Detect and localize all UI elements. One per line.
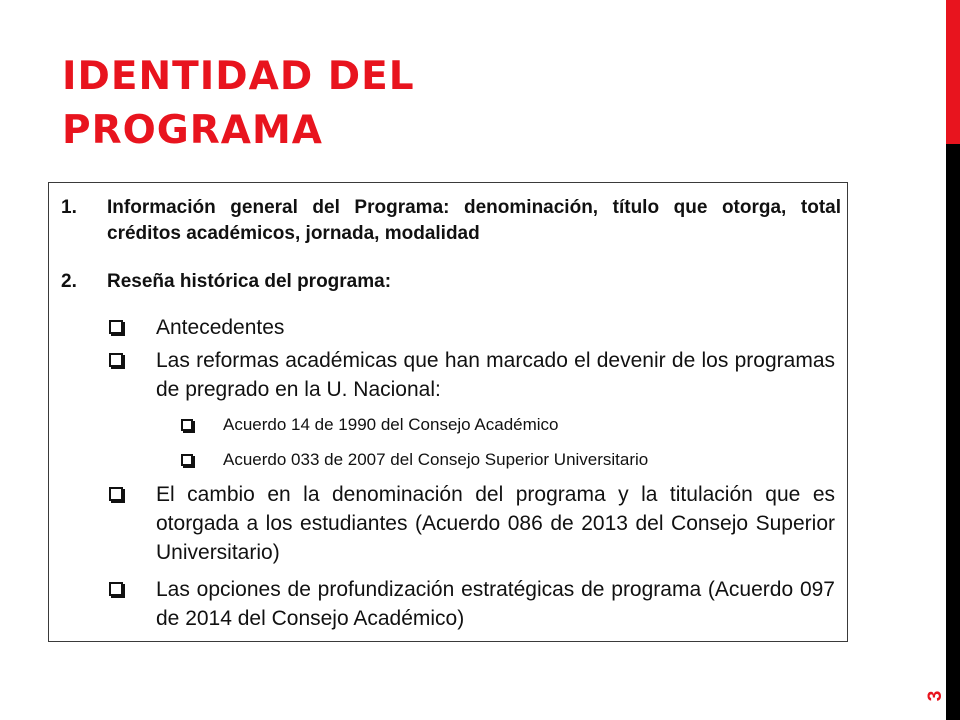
numbered-item-1 xyxy=(61,195,841,247)
square-bullet-icon xyxy=(181,419,193,431)
sub-bullet-item-2 xyxy=(181,448,821,472)
square-bullet-icon xyxy=(109,320,123,334)
bullet-item-1 xyxy=(109,313,835,342)
square-bullet-icon xyxy=(109,353,123,367)
numbered-item-2 xyxy=(61,269,841,295)
sub-bullet-text: Acuerdo 033 de 2007 del Consejo Superior Universitario xyxy=(223,450,649,469)
item-text: Reseña histórica del programa: xyxy=(107,271,392,292)
accent-bar-black xyxy=(946,144,960,720)
sub-bullet-text: Acuerdo 14 de 1990 del Consejo Académico xyxy=(223,415,559,434)
bullet-text: Las reformas académicas que han marcado el devenir de los programas de pregrado en la U. Nacional: xyxy=(156,349,835,401)
item-text: Información general del Programa: denominación, título que otorga, total créditos académicos, jornada, modalidad xyxy=(107,197,841,244)
slide-title-line-2: PROGRAMA xyxy=(62,108,323,153)
bullet-text: Las opciones de profundización estratégicas de programa (Acuerdo 097 de 2014 del Consejo Académico) xyxy=(156,578,835,630)
accent-bar-red xyxy=(946,0,960,144)
sub-bullet-item-1 xyxy=(181,413,821,437)
square-bullet-icon xyxy=(181,454,193,466)
bullet-item-3 xyxy=(109,480,835,567)
item-number: 2. xyxy=(61,271,77,292)
content-box xyxy=(48,182,848,642)
bullet-item-2 xyxy=(109,346,835,404)
square-bullet-icon xyxy=(109,487,123,501)
bullet-item-4 xyxy=(109,575,835,633)
bullet-text: El cambio en la denominación del programa y la titulación que es otorgada a los estudiantes (Acuerdo 086 de 2013 del Consejo Superior Universitario) xyxy=(156,483,835,564)
slide-title-line-1: IDENTIDAD DEL xyxy=(62,54,415,99)
bullet-text: Antecedentes xyxy=(156,316,285,339)
page-number: 3 xyxy=(925,690,946,702)
slide-title xyxy=(62,50,882,158)
item-number: 1. xyxy=(61,197,77,218)
square-bullet-icon xyxy=(109,582,123,596)
